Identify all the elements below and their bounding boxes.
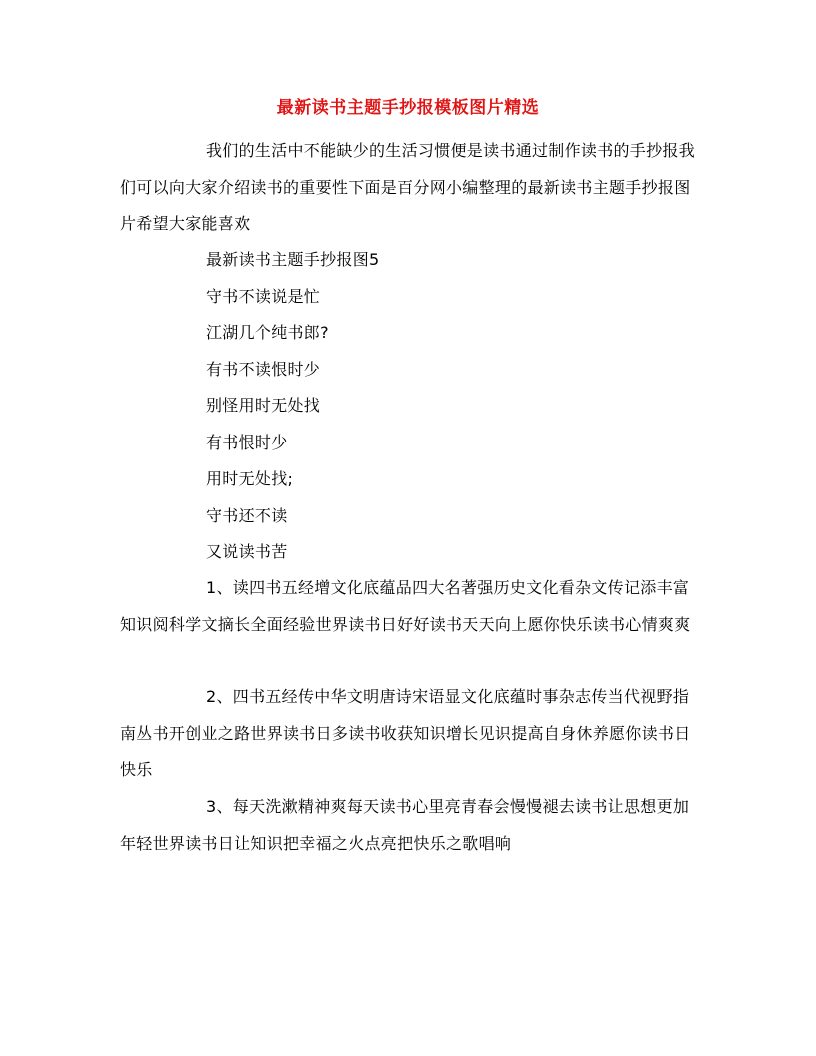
- intro-paragraph: 我们的生活中不能缺少的生活习惯便是读书通过制作读书的手抄报我们可以向大家介绍读书的重要性下面是百分网小编整理的最新读书主题手抄报图片希望大家能喜欢: [120, 141, 696, 233]
- item-paragraph-3: 3、每天洗漱精神爽每天读书心里亮青春会慢慢褪去读书让思想更加年轻世界读书日让知识把幸福之火点亮把快乐之歌唱响: [120, 797, 690, 853]
- poem-line: 别怪用时无处找: [206, 396, 321, 415]
- poem-line: 守书还不读: [206, 506, 288, 525]
- poem-line: 有书恨时少: [206, 433, 288, 452]
- poem-line: 用时无处找;: [206, 469, 294, 488]
- document-title: 最新读书主题手抄报模板图片精选: [276, 98, 540, 118]
- poem-line: 有书不读恨时少: [206, 360, 321, 379]
- poem-line: 江湖几个纯书郎?: [206, 323, 329, 342]
- poem-line: 又说读书苦: [206, 542, 288, 561]
- poem-line: 守书不读说是忙: [206, 287, 321, 306]
- poem-heading: 最新读书主题手抄报图5: [206, 250, 380, 269]
- item-paragraph-2: 2、四书五经传中华文明唐诗宋语显文化底蕴时事杂志传当代视野指南丛书开创业之路世界读书日多读书收获知识增长见识提高自身休养愿你读书日快乐: [120, 687, 691, 779]
- item-paragraph-1: 1、读四书五经增文化底蕴品四大名著强历史文化看杂文传记添丰富知识阅科学文摘长全面经验世界读书日好好读书天天向上愿你快乐读书心情爽爽: [120, 578, 691, 634]
